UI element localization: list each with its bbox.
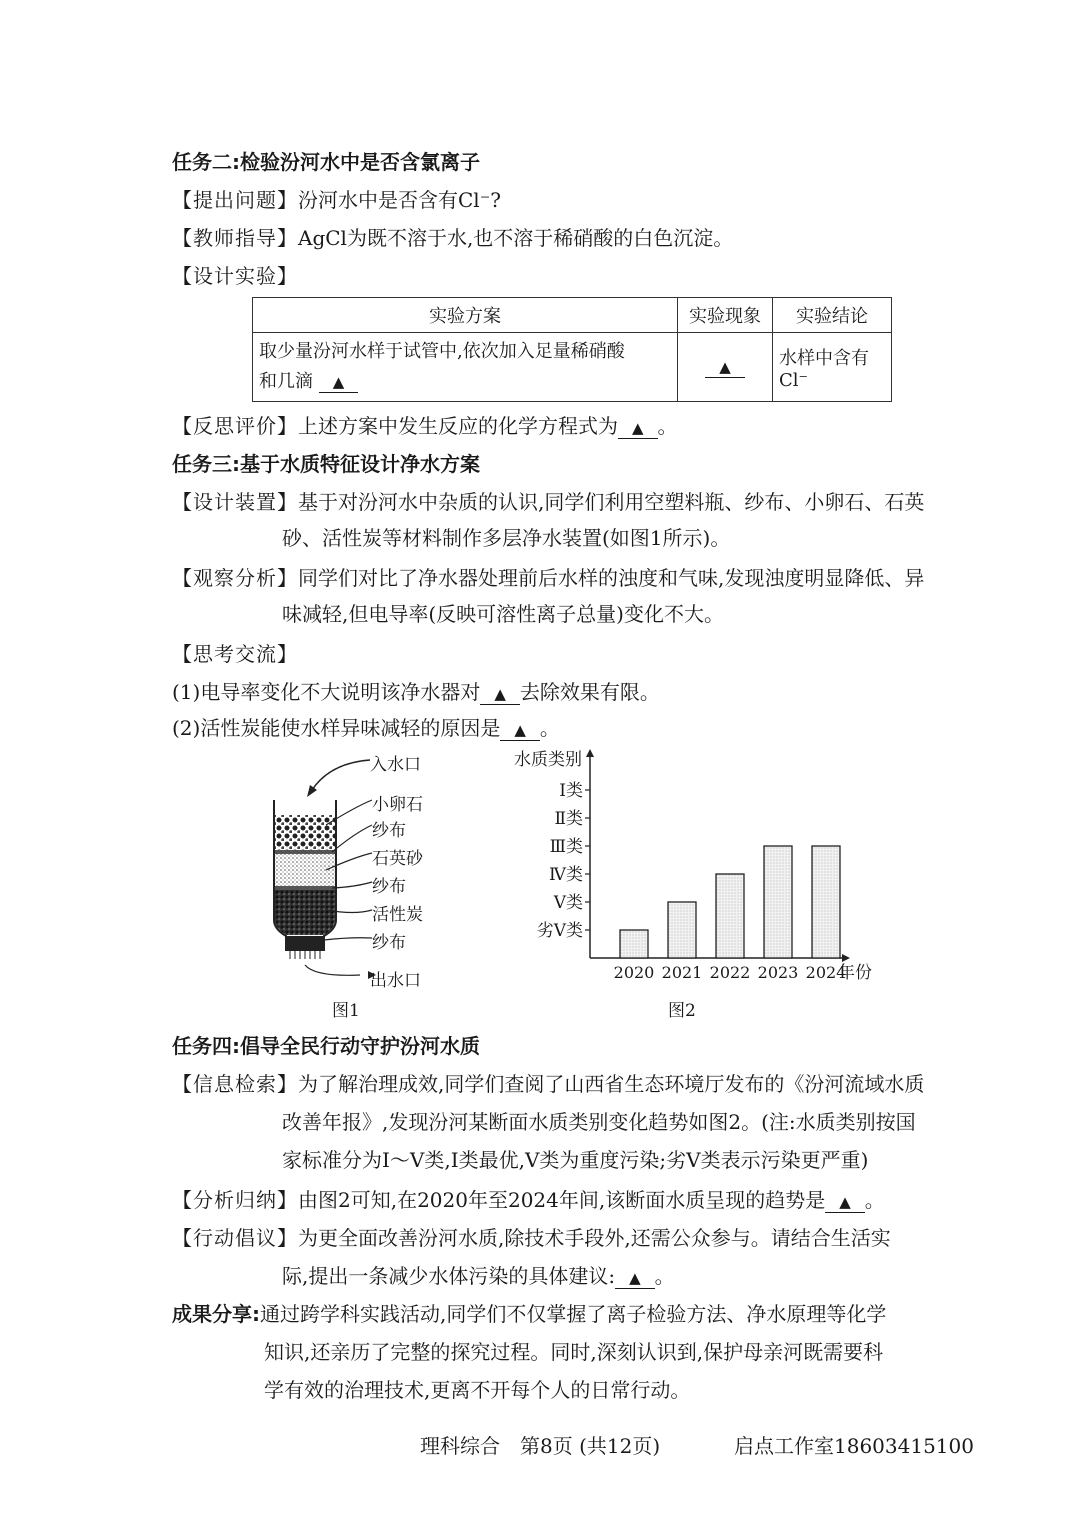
figure1-caption: 图1: [332, 1001, 360, 1021]
task2-title: 任务二:检验汾河水中是否含氯离子: [172, 150, 480, 174]
device-tag: 【设计装置】: [172, 490, 298, 514]
x-tick-label: 2021: [661, 963, 703, 982]
answer-blank[interactable]: ▲: [618, 418, 658, 439]
y-tick-label: Ⅴ类: [553, 893, 583, 913]
plan-line2: 和几滴 ▲: [259, 367, 671, 397]
experiment-table: [252, 297, 892, 402]
x-axis-title: 年份: [838, 963, 872, 983]
reflect-tag: 【反思评价】: [172, 414, 298, 438]
label-sand: 石英砂: [372, 849, 423, 869]
share-tag: 成果分享:: [172, 1302, 260, 1326]
task2-question: [172, 184, 501, 213]
bar-2020: [620, 930, 648, 958]
figure2-chart: [470, 745, 910, 995]
bar-2024: [812, 846, 840, 958]
task4-title: 任务四:倡导全民行动守护汾河水质: [172, 1034, 480, 1058]
x-tick-label: 2023: [757, 963, 799, 982]
info-line1: 【信息检索】为了解治理成效,同学们查阅了山西省生态环境厅发布的《汾河流域水质: [172, 1072, 925, 1096]
device-line1: 【设计装置】基于对汾河水中杂质的认识,同学们利用空塑料瓶、纱布、小卵石、石英: [172, 490, 925, 514]
analyze-line: 【分析归纳】由图2可知,在2020年至2024年间,该断面水质呈现的趋势是 ▲ 。: [172, 1188, 885, 1212]
y-axis-arrow: [586, 749, 594, 757]
label-cloth: 纱布: [372, 877, 406, 897]
bar-2023: [764, 846, 792, 958]
inlet-arrow: [312, 760, 370, 790]
share-line1: 成果分享:通过跨学科实践活动,同学们不仅掌握了离子检验方法、净水原理等化学: [172, 1302, 887, 1326]
table-cell-conclusion: 水样中含有Cl⁻: [773, 333, 892, 402]
label-cloth: 纱布: [372, 821, 406, 841]
bar-2022: [716, 874, 744, 958]
answer-blank[interactable]: ▲: [500, 720, 540, 741]
info-line3: 家标准分为Ⅰ～Ⅴ类,Ⅰ类最优,Ⅴ类为重度污染;劣Ⅴ类表示污染更严重): [282, 1148, 869, 1172]
label-carbon: 活性炭: [372, 905, 423, 925]
table-header-phenomenon: 实验现象: [678, 298, 773, 333]
label-outlet: 出水口: [370, 971, 421, 991]
y-tick-label: Ⅳ类: [549, 865, 583, 885]
table-header-row: [253, 298, 892, 333]
y-axis-title: 水质类别: [514, 750, 582, 770]
cloth-layer: [275, 850, 335, 854]
plan-line1: 取少量汾河水样于试管中,依次加入足量稀硝酸: [259, 341, 625, 362]
reflect-line: 【反思评价】上述方案中发生反应的化学方程式为 ▲ 。: [172, 414, 678, 438]
observe-line2: 味减轻,但电导率(反映可溶性离子总量)变化不大。: [282, 602, 724, 626]
x-tick-label: 2024: [805, 963, 847, 982]
footer-studio: 启点工作室18603415100: [734, 1434, 974, 1458]
bar-2021: [668, 902, 696, 958]
figure2-caption: 图2: [668, 1001, 696, 1021]
observe-line1: 【观察分析】同学们对比了净水器处理前后水样的浊度和气味,发现浊度明显降低、异: [172, 566, 925, 590]
action-tag: 【行动倡议】: [172, 1226, 298, 1250]
y-tick-label: Ⅲ类: [549, 837, 583, 857]
info-tag: 【信息检索】: [172, 1072, 298, 1096]
analyze-tag: 【分析归纳】: [172, 1188, 298, 1212]
cloth-layer: [275, 886, 335, 890]
pebble-layer: [275, 815, 335, 850]
question-tag: 【提出问题】: [172, 188, 298, 212]
info-line2: 改善年报》,发现汾河某断面水质类别变化趋势如图2。(注:水质类别按国: [282, 1110, 916, 1134]
answer-blank[interactable]: ▲: [615, 1268, 655, 1289]
y-tick-label: Ⅱ类: [554, 809, 583, 829]
share-line2: 知识,还亲历了完整的探究过程。同时,深刻认识到,保护母亲河既需要科: [264, 1340, 884, 1364]
answer-blank[interactable]: ▲: [319, 372, 359, 393]
task3-title: 任务三:基于水质特征设计净水方案: [172, 452, 480, 476]
action-line1: 【行动倡议】为更全面改善汾河水质,除技术手段外,还需公众参与。请结合生活实: [172, 1226, 891, 1250]
label-cloth: 纱布: [372, 933, 406, 953]
question-text: 汾河水中是否含有Cl⁻?: [298, 188, 501, 212]
footer-page-info: 理科综合 第8页 (共12页): [420, 1434, 661, 1458]
x-axis-arrow: [842, 954, 850, 962]
guide-tag: 【教师指导】: [172, 226, 298, 250]
carbon-layer: [275, 890, 335, 935]
think-tag: 【思考交流】: [172, 642, 298, 666]
answer-blank[interactable]: ▲: [480, 684, 520, 705]
table-cell-plan: [253, 333, 678, 402]
answer-blank[interactable]: ▲: [825, 1192, 865, 1213]
guide-text: AgCl为既不溶于水,也不溶于稀硝酸的白色沉淀。: [298, 226, 734, 250]
table-row: [253, 333, 892, 402]
device-line2: 砂、活性炭等材料制作多层净水装置(如图1所示)。: [282, 526, 731, 550]
cloth-layer: [287, 936, 323, 950]
task2-guide: [172, 222, 733, 251]
y-tick-label: 劣Ⅴ类: [536, 921, 583, 941]
observe-tag: 【观察分析】: [172, 566, 298, 590]
question-1: (1)电导率变化不大说明该净水器对 ▲ 去除效果有限。: [172, 680, 660, 704]
design-tag: 【设计实验】: [172, 264, 298, 288]
table-header-plan: 实验方案: [253, 298, 678, 333]
label-pebble: 小卵石: [372, 795, 423, 815]
table-cell-phenomenon: [678, 333, 773, 402]
y-tick-label: Ⅰ类: [559, 781, 583, 801]
answer-blank[interactable]: ▲: [705, 357, 745, 378]
action-line2: 际,提出一条减少水体污染的具体建议: ▲ 。: [282, 1264, 675, 1288]
x-tick-label: 2022: [709, 963, 751, 982]
table-header-conclusion: 实验结论: [773, 298, 892, 333]
label-inlet: 入水口: [370, 755, 421, 775]
x-tick-label: 2020: [613, 963, 655, 982]
reflect-text: 上述方案中发生反应的化学方程式为: [298, 414, 618, 438]
question-2: (2)活性炭能使水样异味减轻的原因是 ▲ 。: [172, 716, 560, 740]
share-line3: 学有效的治理技术,更离不开每个人的日常行动。: [264, 1378, 691, 1402]
